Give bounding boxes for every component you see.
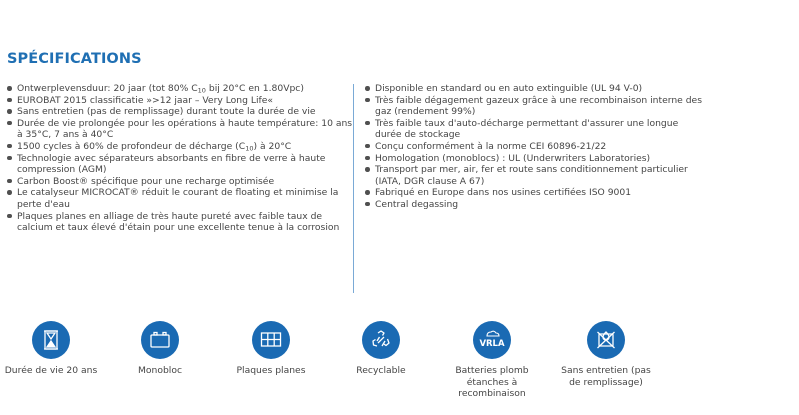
spec-item — [365, 83, 705, 95]
spec-item — [365, 199, 705, 211]
spec-item — [7, 187, 353, 210]
spec-text: Disponible en standard ou en auto extinguible (UL 94 V-0) — [375, 83, 643, 94]
bullet-icon — [365, 190, 370, 195]
spec-item — [7, 141, 353, 153]
spec-text: Sans entretien (pas de remplissage) durant toute la durée de vie — [17, 106, 316, 118]
spec-list-left — [7, 83, 353, 234]
spec-item — [365, 187, 705, 199]
spec-item — [7, 95, 353, 107]
bullet-icon — [365, 156, 370, 161]
battery-icon — [141, 321, 179, 359]
spec-text: 1500 cycles à 60% de profondeur de décharge (C — [17, 140, 246, 152]
no-water-refill-icon — [587, 321, 625, 359]
spec-text: Technologie avec séparateurs absorbants en fibre de verre à haute compression (AGM) — [17, 152, 326, 176]
spec-text: Très faible taux d'auto-décharge permettant d'assurer une longue durée de stockage — [375, 117, 679, 141]
feature-recyclable — [331, 321, 431, 377]
bullet-icon — [365, 167, 370, 172]
spec-text: Carbon Boost® spécifique pour une recharge optimisée — [17, 175, 275, 187]
feature-maintenance-free — [556, 321, 656, 388]
feature-label: Recyclable — [356, 365, 406, 376]
bullet-icon — [7, 214, 12, 219]
recycle-icon — [362, 321, 400, 359]
spec-text: Le catalyseur MICROCAT® réduit le courant de floating et minimise la perte d'eau — [17, 187, 339, 210]
vrla-cloud-icon — [473, 321, 511, 359]
bullet-icon — [7, 190, 12, 195]
bullet-icon — [7, 179, 12, 184]
subscript-text: 10 — [245, 144, 254, 153]
bullet-icon — [365, 144, 370, 149]
feature-label: Durée de vie 20 ans — [4, 365, 98, 376]
spec-item — [7, 176, 353, 188]
spec-text: Très faible dégagement gazeux grâce à une recombinaison interne des gaz (rendement 99%) — [375, 94, 703, 118]
bullet-icon — [7, 144, 12, 149]
spec-item — [7, 118, 353, 141]
bullet-icon — [365, 86, 370, 91]
feature-label: Monobloc — [137, 365, 183, 376]
spec-text: Homologation (monoblocs) : UL (Underwriters Laboratories) — [375, 152, 651, 164]
feature-lifetime — [4, 321, 98, 377]
bullet-icon — [7, 121, 12, 126]
bullet-icon — [7, 109, 12, 114]
bullet-icon — [365, 121, 370, 126]
spec-item — [365, 153, 705, 165]
spec-text: Transport par mer, air, fer et route sans conditionnement particulier (IATA, DGR clause A 67) — [375, 164, 688, 187]
spec-text: Ontwerplevensduur: 20 jaar (tot 80% C — [17, 83, 198, 94]
spec-item — [365, 95, 705, 118]
column-divider — [353, 84, 354, 293]
feature-label: Sans entretien (pas de remplissage) — [561, 365, 651, 388]
vrla-icon-text: VRLA — [479, 339, 505, 349]
feature-label: Batteries plomb étanches à recombinaison — [455, 365, 529, 400]
spec-text: EUROBAT 2015 classificatie »>12 jaar – Very Long Life« — [17, 94, 274, 106]
hourglass-icon — [32, 321, 70, 359]
bullet-icon — [7, 98, 12, 103]
spec-text: bij 20°C en 1.80Vpc) — [205, 83, 304, 94]
spec-item — [365, 118, 705, 141]
spec-text: Durée de vie prolongée pour les opérations à haute température: 10 ans à 35°C, 7 ans à 40°C — [17, 117, 353, 141]
bullet-icon — [365, 202, 370, 207]
bullet-icon — [7, 86, 12, 91]
spec-text: Conçu conformément à la norme CEI 60896-21/22 — [375, 140, 607, 152]
bullet-icon — [7, 156, 12, 161]
feature-monobloc — [110, 321, 210, 377]
spec-item — [365, 141, 705, 153]
subscript-text: 10 — [197, 86, 206, 95]
grid-plates-icon — [252, 321, 290, 359]
spec-item — [7, 153, 353, 176]
spec-item — [7, 211, 353, 234]
feature-label: Plaques planes — [236, 365, 306, 376]
section-title: SPÉCIFICATIONS — [7, 51, 142, 67]
spec-list-right — [365, 83, 705, 211]
spec-item — [7, 106, 353, 118]
spec-text: Fabriqué en Europe dans nos usines certifiées ISO 9001 — [375, 187, 632, 199]
spec-text: Plaques planes en alliage de très haute pureté avec faible taux de calcium et taux élevé d'étain pour une excellente tenue à la corrosion — [17, 210, 340, 234]
spec-item — [7, 83, 353, 95]
spec-text: Central degassing — [375, 198, 459, 210]
feature-vrla — [442, 321, 542, 400]
feature-flat-plates — [221, 321, 321, 377]
spec-item — [365, 164, 705, 187]
bullet-icon — [365, 98, 370, 103]
spec-text: ) à 20°C — [253, 140, 292, 152]
